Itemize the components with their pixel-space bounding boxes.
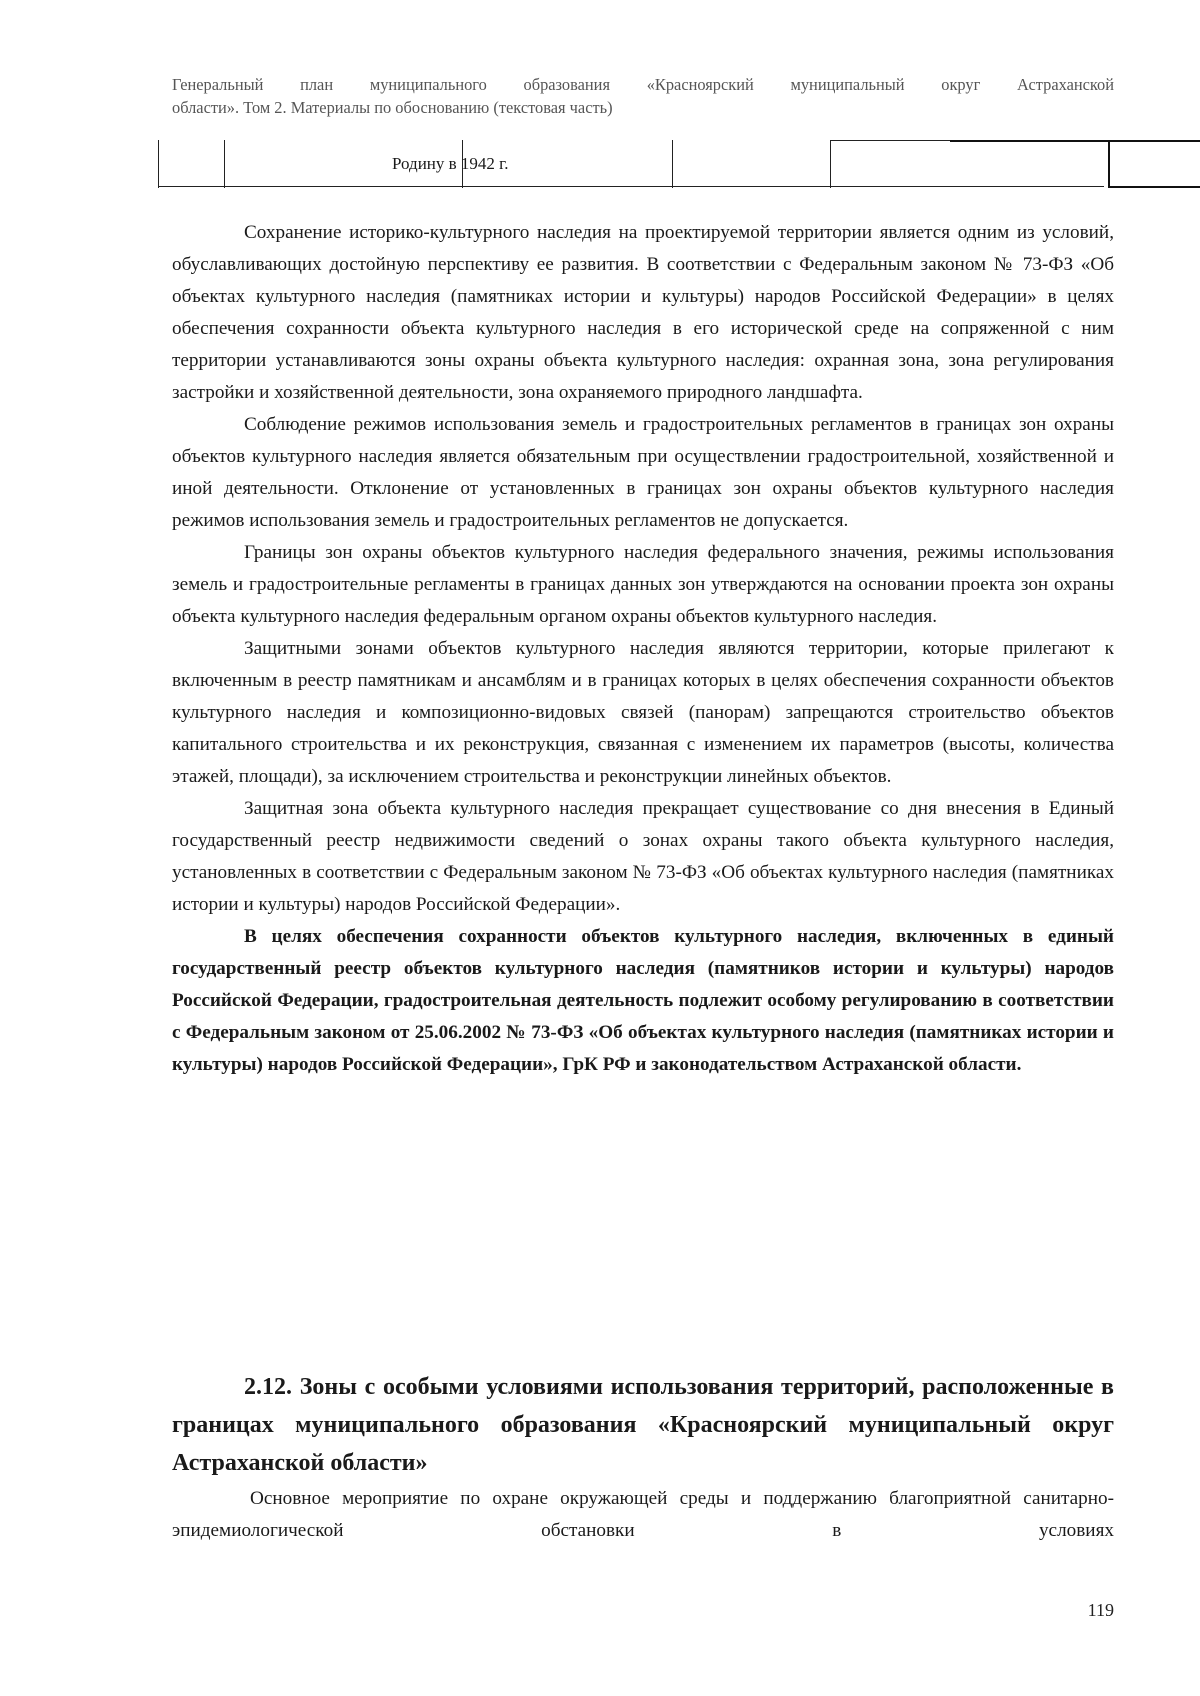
table-border	[1108, 140, 1110, 188]
paragraph: Соблюдение режимов использования земель и градостроительных регламентов в границах зон охраны объектов культурного наследия является обязательным при осуществлении градостроительной, хозяйственной и иной деятельности. Отклонение от установленных в границах зон охраны объектов культурного наследия режимов использования земель и градостроительных регламентов не допускается.	[172, 414, 1114, 531]
table-border	[830, 140, 831, 188]
table-border	[224, 140, 225, 188]
page-number: 119	[1087, 1600, 1114, 1620]
table-bottom-border	[158, 186, 1104, 187]
section-heading: 2.12. Зоны с особыми условиями использования территорий, расположенные в границах муниципального образования «Красноярский муниципальный округ Астраханской области»	[172, 1374, 1114, 1476]
bold-paragraph: В целях обеспечения сохранности объектов культурного наследия, включенных в единый государственный реестр объектов культурного наследия (памятников истории и культуры) народов Российской Федерации, градостроительная деятельность подлежит особому регулированию в соответствии с Федеральным законом от 25.06.2002 № 73-ФЗ «Об объектах культурного наследия (памятниках истории и культуры) народов Российской Федерации», ГрК РФ и законодательством Астраханской области.	[172, 926, 1114, 1075]
header-line-2: области». Том 2. Материалы по обоснованию (текстовая часть)	[172, 98, 613, 117]
paragraph: Защитная зона объекта культурного наследия прекращает существование со дня внесения в Единый государственный реестр недвижимости сведений о зонах охраны такого объекта культурного наследия, установленных в соответствии с Федеральным законом № 73-ФЗ «Об объектах культурного наследия (памятниках истории и культуры) народов Российской Федерации».	[172, 798, 1114, 915]
table-border	[830, 140, 950, 141]
table-fragment	[158, 140, 1104, 188]
running-header	[172, 73, 1114, 119]
body-text	[172, 217, 1114, 1081]
header-line-1: Генеральный план муниципального образования «Красноярский муниципальный округ Астраханской	[172, 75, 1114, 94]
table-cell-text: Родину в 1942 г.	[392, 154, 509, 173]
table-cell-highlight	[950, 140, 1200, 188]
paragraph: Границы зон охраны объектов культурного наследия федерального значения, режимы использования земель и градостроительные регламенты в границах данных зон утверждаются на основании проекта зон охраны объекта культурного наследия федеральным органом охраны объектов культурного наследия.	[172, 542, 1114, 627]
paragraph: Сохранение историко-культурного наследия на проектируемой территории является одним из условий, обуславливающих достойную перспективу ее развития. В соответствии с Федеральным законом № 73-ФЗ «Об объектах культурного наследия (памятниках истории и культуры) народов Российской Федерации» в целях обеспечения сохранности объекта культурного наследия в его исторической среде на сопряженной с ним территории устанавливаются зоны охраны объекта культурного наследия: охранная зона, зона регулирования застройки и хозяйственной деятельности, зона охраняемого природного ландшафта.	[172, 222, 1114, 403]
table-border	[1108, 186, 1200, 188]
table-border	[672, 140, 673, 188]
table-border	[158, 140, 159, 188]
paragraph: Защитными зонами объектов культурного наследия являются территории, которые прилегают к включенным в реестр памятникам и ансамблям и в границах которых в целях обеспечения сохранности объектов культурного наследия и композиционно-видовых связей (панорам) запрещаются строительство объектов капитального строительства и их реконструкция, связанная с изменением их параметров (высоты, количества этажей, площади), за исключением строительства и реконструкции линейных объектов.	[172, 638, 1114, 787]
tail-paragraph: Основное мероприятие по охране окружающей среды и поддержанию благоприятной санитарно-эпидемиологической обстановки в условиях	[172, 1488, 1114, 1541]
